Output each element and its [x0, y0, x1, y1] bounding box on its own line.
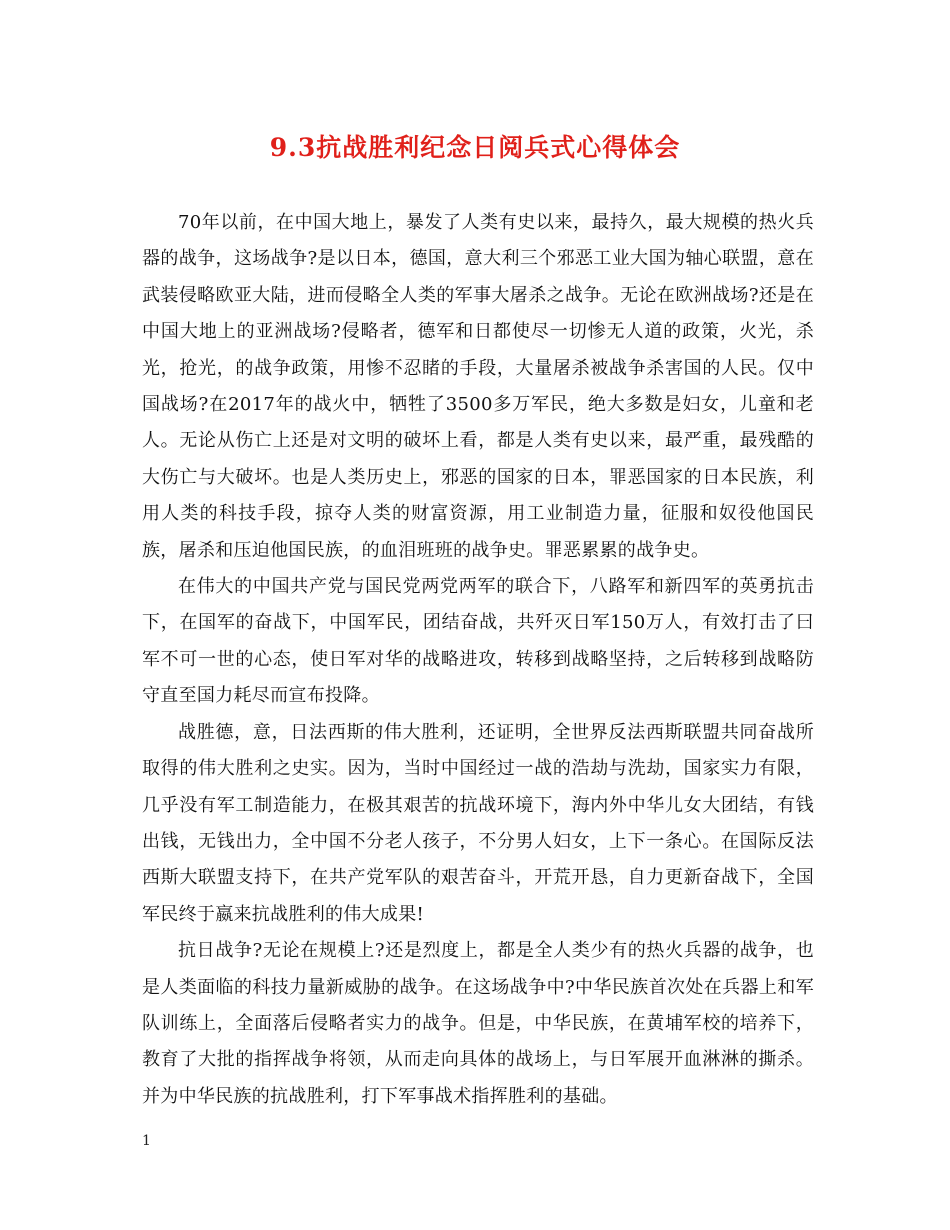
paragraph-1: 70年以前，在中国大地上，暴发了人类有史以来，最持久，最大规模的热火兵器的战争，这场战争?是以日本，德国，意大利三个邪恶工业大国为轴心联盟，意在武装侵略欧亚大陆，进而侵略全人类的军事大屠杀之战争。无论在欧洲战场?还是在中国大地上的亚洲战场?侵略者，德军和日都使尽一切惨无人道的政策，火光，杀光，抢光，的战争政策，用惨不忍睹的手段，大量屠杀被战争杀害国的人民。仅中国战场?在2017年的战火中，牺牲了3500多万军民，绝大多数是妇女，儿童和老人。无论从伤亡上还是对文明的破坏上看，都是人类有史以来，最严重，最残酷的大伤亡与大破坏。也是人类历史上，邪恶的国家的日本，罪恶国家的日本民族，利用人类的科技手段，掠夺人类的财富资源，用工业制造力量，征服和奴役他国民族，屠杀和压迫他国民族，的血泪班班的战争史。罪恶累累的战争史。	[142, 212, 814, 561]
document-body	[142, 205, 814, 1115]
page-number: 1	[142, 1133, 151, 1149]
paragraph-3: 战胜德，意，日法西斯的伟大胜利，还证明，全世界反法西斯联盟共同奋战所取得的伟大胜利之史实。因为，当时中国经过一战的浩劫与洗劫，国家实力有限，几乎没有军工制造能力，在极其艰苦的抗战环境下，海内外中华儿女大团结，有钱出钱，无钱出力，全中国不分老人孩子，不分男人妇女，上下一条心。在国际反法西斯大联盟支持下，在共产党军队的艰苦奋斗，开荒开恳，自力更新奋战下，全国军民终于嬴来抗战胜利的伟大成果!	[142, 721, 814, 925]
document-title: 9.3抗战胜利纪念日阅兵式心得体会	[269, 133, 681, 162]
paragraph-2: 在伟大的中国共产党与国民党两党两军的联合下，八路军和新四军的英勇抗击下，在国军的奋战下，中国军民，团结奋战，共歼灭日军150万人，有效打击了曰军不可一世的心态，使日军对华的战略进攻，转移到战略坚持，之后转移到战略防守直至国力耗尽而宣布投降。	[142, 576, 814, 707]
paragraph-4: 抗日战争?无论在规模上?还是烈度上，都是全人类少有的热火兵器的战争，也是人类面临的科技力量新威胁的战争。在这场战争中?中华民族首次处在兵器上和军队训练上，全面落后侵略者实力的战争。但是，中华民族，在黄埔军校的培养下，教育了大批的指挥战争将领，从而走向具体的战场上，与日军展开血淋淋的撕杀。并为中华民族的抗战胜利，打下军事战术指挥胜利的基础。	[142, 940, 814, 1107]
